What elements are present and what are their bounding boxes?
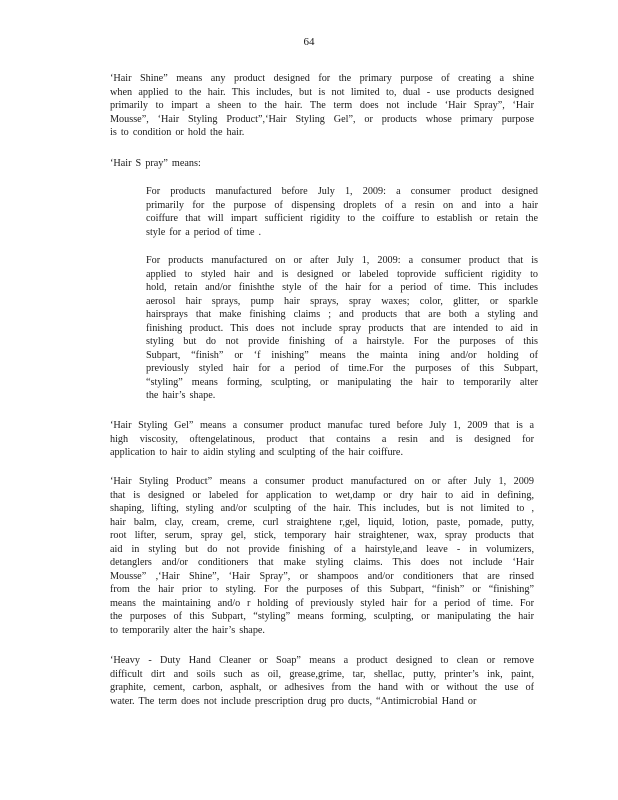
text-line: ‘Hair S pray” means: xyxy=(110,158,201,169)
text-line: primarily to impart a sheen to the hair. The term does not include ‘Hair Spray”, ‘Hair xyxy=(110,100,534,111)
text-line: ‘Hair Styling Product” means a consumer product manufactured on or after July 1, 2009 xyxy=(110,476,534,487)
text-line: hairsprays that make finishing claims ; and products that are both a styling and xyxy=(146,309,538,320)
text-line: Subpart, “finish” or ‘f inishing” means the mainta ining and/or holding of xyxy=(146,349,538,361)
text-line: graphite, cement, carbon, asphalt, or adhesives from the hand with or without the use of xyxy=(110,682,534,693)
text-line: Mousse” ,‘Hair Shine”, ‘Hair Spray”, or shampoos and/or conditioners that are rinsed xyxy=(110,570,534,582)
text-line: the hair’s shape. xyxy=(146,390,216,401)
text-line: For products manufactured on or after July 1, 2009: a consumer product that is xyxy=(146,255,538,266)
definition-hair-spray-heading xyxy=(110,157,534,171)
text-line: ‘Hair Shine” means any product designed for the primary purpose of creating a shine xyxy=(110,73,534,84)
text-line: hold, retain and/or finishthe style of the hair for a period of time. This includes xyxy=(146,282,538,293)
page-number: 64 xyxy=(303,36,315,48)
text-line: is to condition or hold the hair. xyxy=(110,127,245,138)
text-line: from the hair prior to styling. For the purposes of this Subpart, “finish” or “finishing” xyxy=(110,584,534,595)
text-line: styling but do not provide finishing of a hairstyle. For the purposes of this xyxy=(146,336,538,347)
text-line: finishing product. This does not include spray products that are intended to aid in xyxy=(146,322,538,334)
hair-spray-after-2009 xyxy=(146,254,538,403)
text-line: Mousse”, ‘Hair Styling Product”,‘Hair Styling Gel”, or products whose primary purpose xyxy=(110,113,534,125)
definition-heavy-duty-hand-cleaner xyxy=(110,654,534,708)
text-line: application to hair to aidin styling and sculpting of the hair coiffure. xyxy=(110,447,404,458)
text-line: difficult dirt and soils such as oil, grease,grime, tar, shellac, putty, printer’s ink, paint, xyxy=(110,668,534,680)
text-line: high viscosity, oftengelatinous, product that contains a resin and is designed for xyxy=(110,433,534,445)
definition-hair-styling-product xyxy=(110,475,534,637)
text-line: “styling” means forming, sculpting, or manipulating the hair to temporarily alter xyxy=(146,376,538,388)
hair-spray-before-2009 xyxy=(146,185,538,239)
text-line: that is designed or labeled for application to wet,damp or dry hair to aid in defining, xyxy=(110,489,534,501)
text-line: ‘Hair Styling Gel” means a consumer product manufac tured before July 1, 2009 that is a xyxy=(110,420,534,431)
text-line: For products manufactured before July 1, 2009: a consumer product designed xyxy=(146,186,538,197)
text-line: water. The term does not include prescription drug pro ducts, “Antimicrobial Hand or xyxy=(110,695,477,707)
text-line: hair balm, clay, cream, creme, curl straightene r,gel, liquid, lotion, paste, pomade, putty, xyxy=(110,516,534,528)
text-line: applied to styled hair and is designed or labeled toprovide sufficient rigidity to xyxy=(146,268,538,280)
text-line: style for a period of time . xyxy=(146,226,262,238)
text-line: shaping, lifting, styling and/or sculpting of the hair. This includes, but is not limited to , xyxy=(110,503,534,514)
text-line: coiffure that will impart sufficient rigidity to the coiffure to establish or retain the xyxy=(146,213,538,224)
definition-hair-styling-gel xyxy=(110,419,534,460)
text-line: primarily for the purpose of dispensing droplets of a resin on and into a hair xyxy=(146,199,538,211)
text-line: when applied to the hair. This includes, but is not limited to, dual - use products designed xyxy=(110,86,534,98)
text-line: root lifter, serum, spray gel, stick, temporary hair straightener, wax, spray products that xyxy=(110,530,534,541)
text-line: ‘Heavy - Duty Hand Cleaner or Soap” means a product designed to clean or remove xyxy=(110,655,534,666)
text-line: to temporarily alter the hair’s shape. xyxy=(110,624,265,636)
text-line: the purposes of this Subpart, “styling” means forming, sculpting, or manipulating the hair xyxy=(110,611,534,622)
text-line: aerosol hair sprays, pump hair sprays, spray waxes; color, glitter, or sparkle xyxy=(146,295,538,307)
text-line: detanglers and/or conditioners that make styling claims. This does not include ‘Hair xyxy=(110,557,534,568)
text-line: means the maintaining and/o r holding of previously styled hair for a period of time. For xyxy=(110,597,534,609)
text-line: aid in styling but do not provide finishing of a hairstyle,and leave - in volumizers, xyxy=(110,543,534,555)
text-line: previously styled hair for a period of time.For the purposes of this Subpart, xyxy=(146,363,538,374)
definition-hair-shine xyxy=(110,72,534,140)
